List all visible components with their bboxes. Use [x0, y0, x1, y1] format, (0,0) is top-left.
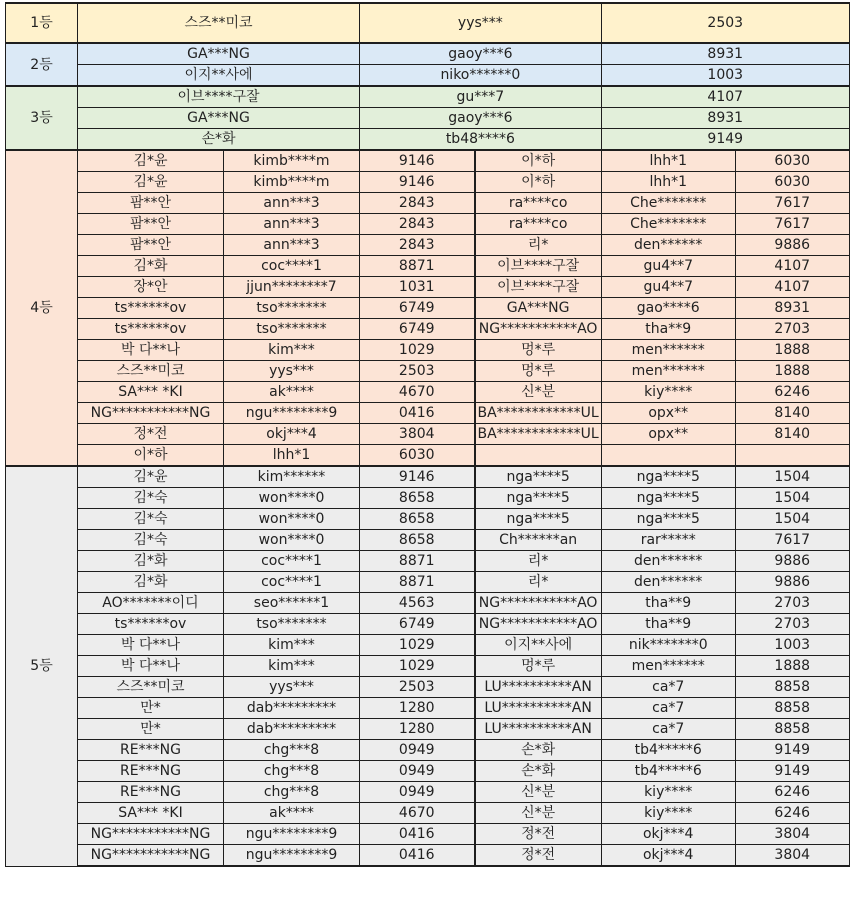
number-cell[interactable]: 9886 — [735, 235, 849, 256]
id-cell[interactable]: gaoy***6 — [360, 108, 602, 129]
rank-label[interactable]: 4등 — [6, 150, 78, 466]
name-cell[interactable]: 김*숙 — [78, 530, 224, 551]
number-cell[interactable]: 8658 — [360, 488, 475, 509]
id-cell[interactable]: men****** — [601, 656, 735, 677]
number-cell[interactable]: 0416 — [360, 403, 475, 424]
id-cell[interactable]: den****** — [601, 235, 735, 256]
id-cell[interactable]: gu4**7 — [601, 256, 735, 277]
number-cell[interactable]: 8871 — [360, 551, 475, 572]
rank5-row — [6, 466, 850, 488]
number-cell[interactable]: 2503 — [360, 677, 475, 698]
id-cell[interactable]: nga****5 — [601, 509, 735, 530]
id-cell[interactable]: chg***8 — [224, 782, 360, 803]
name-cell[interactable]: BA************UL — [475, 403, 602, 424]
name-cell[interactable]: 김*윤 — [78, 150, 224, 172]
number-cell[interactable]: 8871 — [360, 256, 475, 277]
id-cell[interactable]: ca*7 — [601, 719, 735, 740]
id-cell[interactable] — [601, 445, 735, 467]
id-cell[interactable]: tb48****6 — [360, 129, 602, 151]
number-cell[interactable]: 6749 — [360, 298, 475, 319]
id-cell[interactable]: tb4*****6 — [601, 740, 735, 761]
rank-label[interactable]: 5등 — [6, 466, 78, 866]
id-cell[interactable]: tb4*****6 — [601, 761, 735, 782]
number-cell[interactable]: 2503 — [601, 3, 849, 43]
number-cell[interactable]: 2703 — [735, 593, 849, 614]
name-cell[interactable]: 이브****구잘 — [475, 277, 602, 298]
id-cell[interactable]: kiy**** — [601, 382, 735, 403]
rank4-row — [6, 298, 850, 319]
number-cell[interactable]: 1888 — [735, 340, 849, 361]
id-cell[interactable]: dab********* — [224, 698, 360, 719]
id-cell[interactable]: lhh*1 — [601, 150, 735, 172]
name-cell[interactable]: 이지**사에 — [475, 635, 602, 656]
number-cell[interactable]: 1029 — [360, 656, 475, 677]
name-cell[interactable]: NG***********NG — [78, 824, 224, 845]
number-cell[interactable]: 2703 — [735, 614, 849, 635]
number-cell[interactable]: 0949 — [360, 761, 475, 782]
id-cell[interactable]: ann***3 — [224, 214, 360, 235]
id-cell[interactable]: kim*** — [224, 635, 360, 656]
rank2-row — [6, 43, 850, 65]
id-cell[interactable]: ngu********9 — [224, 845, 360, 867]
name-cell[interactable]: 리* — [475, 572, 602, 593]
number-cell[interactable]: 3804 — [735, 824, 849, 845]
id-cell[interactable]: chg***8 — [224, 740, 360, 761]
id-cell[interactable]: tha**9 — [601, 614, 735, 635]
winners-table — [5, 2, 850, 867]
rank5-row — [6, 656, 850, 677]
id-cell[interactable]: okj***4 — [601, 824, 735, 845]
name-cell[interactable]: GA***NG — [78, 43, 360, 65]
rank5-row — [6, 824, 850, 845]
number-cell[interactable]: 4107 — [735, 256, 849, 277]
name-cell[interactable]: ts******ov — [78, 614, 224, 635]
id-cell[interactable]: gu***7 — [360, 86, 602, 108]
name-cell[interactable]: GA***NG — [475, 298, 602, 319]
name-cell[interactable]: NG***********AO — [475, 319, 602, 340]
id-cell[interactable]: coc****1 — [224, 572, 360, 593]
rank4-row — [6, 403, 850, 424]
id-cell[interactable]: ngu********9 — [224, 403, 360, 424]
id-cell[interactable]: won****0 — [224, 488, 360, 509]
id-cell[interactable]: niko******0 — [360, 65, 602, 87]
rank4-row — [6, 193, 850, 214]
rank5-row — [6, 845, 850, 867]
number-cell[interactable]: 4107 — [735, 277, 849, 298]
number-cell[interactable]: 8931 — [735, 298, 849, 319]
name-cell[interactable]: ra****co — [475, 193, 602, 214]
name-cell[interactable]: 김*화 — [78, 256, 224, 277]
id-cell[interactable]: Che******* — [601, 214, 735, 235]
id-cell[interactable]: won****0 — [224, 530, 360, 551]
rank4-row — [6, 150, 850, 172]
rank4-row — [6, 214, 850, 235]
number-cell[interactable]: 9146 — [360, 172, 475, 193]
name-cell[interactable]: 이*하 — [78, 445, 224, 467]
number-cell[interactable]: 1280 — [360, 698, 475, 719]
name-cell[interactable]: 손*화 — [475, 740, 602, 761]
number-cell[interactable]: 0949 — [360, 740, 475, 761]
name-cell[interactable]: 손*화 — [78, 129, 360, 151]
id-cell[interactable]: won****0 — [224, 509, 360, 530]
rank4-row — [6, 424, 850, 445]
name-cell[interactable]: NG***********AO — [475, 614, 602, 635]
number-cell[interactable]: 1029 — [360, 635, 475, 656]
id-cell[interactable]: tha**9 — [601, 319, 735, 340]
id-cell[interactable]: kim*** — [224, 656, 360, 677]
name-cell[interactable]: 신*분 — [475, 382, 602, 403]
id-cell[interactable]: yys*** — [360, 3, 602, 43]
name-cell[interactable]: nga****5 — [475, 488, 602, 509]
number-cell[interactable]: 1003 — [735, 635, 849, 656]
name-cell[interactable]: RE***NG — [78, 761, 224, 782]
number-cell[interactable]: 1031 — [360, 277, 475, 298]
rank4-row — [6, 256, 850, 277]
number-cell[interactable]: 1029 — [360, 340, 475, 361]
number-cell[interactable]: 9149 — [735, 740, 849, 761]
id-cell[interactable]: ca*7 — [601, 698, 735, 719]
number-cell[interactable]: 1504 — [735, 466, 849, 488]
number-cell[interactable]: 8931 — [601, 43, 849, 65]
id-cell[interactable]: seo******1 — [224, 593, 360, 614]
number-cell[interactable]: 6749 — [360, 614, 475, 635]
id-cell[interactable]: Che******* — [601, 193, 735, 214]
name-cell[interactable]: 스즈**미코 — [78, 677, 224, 698]
rank2-row — [6, 65, 850, 87]
name-cell[interactable]: AO*******이디 — [78, 593, 224, 614]
id-cell[interactable]: kimb****m — [224, 172, 360, 193]
name-cell[interactable]: 김*화 — [78, 572, 224, 593]
number-cell[interactable]: 8858 — [735, 698, 849, 719]
id-cell[interactable]: nik*******0 — [601, 635, 735, 656]
rank3-row — [6, 129, 850, 151]
id-cell[interactable]: lhh*1 — [224, 445, 360, 467]
id-cell[interactable]: den****** — [601, 572, 735, 593]
id-cell[interactable]: yys*** — [224, 677, 360, 698]
number-cell[interactable]: 1280 — [360, 719, 475, 740]
name-cell[interactable]: 김*숙 — [78, 509, 224, 530]
id-cell[interactable]: kiy**** — [601, 782, 735, 803]
number-cell[interactable]: 9149 — [735, 761, 849, 782]
id-cell[interactable]: kim****** — [224, 466, 360, 488]
number-cell[interactable]: 9886 — [735, 572, 849, 593]
id-cell[interactable]: gaoy***6 — [360, 43, 602, 65]
id-cell[interactable]: nga****5 — [601, 466, 735, 488]
id-cell[interactable]: lhh*1 — [601, 172, 735, 193]
rank5-row — [6, 509, 850, 530]
id-cell[interactable]: ann***3 — [224, 235, 360, 256]
number-cell[interactable]: 6246 — [735, 382, 849, 403]
rank4-row — [6, 277, 850, 298]
name-cell[interactable]: 멍*루 — [475, 361, 602, 382]
id-cell[interactable]: coc****1 — [224, 256, 360, 277]
name-cell[interactable]: 이브****구잘 — [475, 256, 602, 277]
rank4-row — [6, 382, 850, 403]
id-cell[interactable]: dab********* — [224, 719, 360, 740]
name-cell[interactable]: 팜**안 — [78, 235, 224, 256]
rank-label[interactable]: 3등 — [6, 86, 78, 150]
id-cell[interactable]: gao****6 — [601, 298, 735, 319]
number-cell[interactable]: 8658 — [360, 530, 475, 551]
number-cell[interactable]: 9146 — [360, 466, 475, 488]
id-cell[interactable]: kimb****m — [224, 150, 360, 172]
name-cell[interactable]: GA***NG — [78, 108, 360, 129]
number-cell[interactable]: 6030 — [735, 150, 849, 172]
id-cell[interactable]: den****** — [601, 551, 735, 572]
name-cell[interactable]: 리* — [475, 551, 602, 572]
number-cell[interactable]: 0416 — [360, 824, 475, 845]
name-cell[interactable]: nga****5 — [475, 466, 602, 488]
name-cell[interactable]: 장*안 — [78, 277, 224, 298]
id-cell[interactable]: ngu********9 — [224, 824, 360, 845]
name-cell[interactable]: 스즈**미코 — [78, 3, 360, 43]
id-cell[interactable]: okj***4 — [601, 845, 735, 867]
number-cell[interactable]: 8858 — [735, 719, 849, 740]
name-cell[interactable]: 이브****구잘 — [78, 86, 360, 108]
number-cell[interactable]: 2843 — [360, 214, 475, 235]
id-cell[interactable]: ak**** — [224, 803, 360, 824]
rank5-row — [6, 635, 850, 656]
name-cell[interactable]: 정*전 — [475, 845, 602, 867]
name-cell[interactable]: 김*윤 — [78, 466, 224, 488]
name-cell[interactable]: 멍*루 — [475, 340, 602, 361]
id-cell[interactable]: kim*** — [224, 340, 360, 361]
name-cell[interactable]: 이*하 — [475, 150, 602, 172]
number-cell[interactable]: 6246 — [735, 803, 849, 824]
id-cell[interactable]: tso******* — [224, 298, 360, 319]
id-cell[interactable]: kiy**** — [601, 803, 735, 824]
rank4-row — [6, 319, 850, 340]
number-cell[interactable]: 8140 — [735, 403, 849, 424]
number-cell[interactable]: 6030 — [735, 172, 849, 193]
number-cell[interactable]: 8140 — [735, 424, 849, 445]
rank5-row — [6, 719, 850, 740]
name-cell[interactable]: 만* — [78, 719, 224, 740]
number-cell[interactable]: 4670 — [360, 382, 475, 403]
id-cell[interactable]: opx** — [601, 403, 735, 424]
number-cell[interactable]: 9886 — [735, 551, 849, 572]
number-cell[interactable]: 1504 — [735, 509, 849, 530]
number-cell[interactable]: 3804 — [735, 845, 849, 867]
number-cell[interactable]: 9149 — [601, 129, 849, 151]
id-cell[interactable]: tso******* — [224, 614, 360, 635]
number-cell[interactable]: 7617 — [735, 214, 849, 235]
name-cell[interactable]: 김*화 — [78, 551, 224, 572]
number-cell[interactable]: 2843 — [360, 193, 475, 214]
name-cell[interactable]: SA*** *KI — [78, 803, 224, 824]
number-cell[interactable]: 4670 — [360, 803, 475, 824]
name-cell[interactable]: 정*전 — [78, 424, 224, 445]
name-cell[interactable]: 김*숙 — [78, 488, 224, 509]
name-cell[interactable]: LU**********AN — [475, 698, 602, 719]
rank1-row — [6, 3, 850, 43]
name-cell[interactable]: Ch******an — [475, 530, 602, 551]
name-cell[interactable]: NG***********NG — [78, 403, 224, 424]
rank5-row — [6, 740, 850, 761]
id-cell[interactable]: opx** — [601, 424, 735, 445]
id-cell[interactable]: men****** — [601, 361, 735, 382]
id-cell[interactable]: ca*7 — [601, 677, 735, 698]
name-cell[interactable]: 신*분 — [475, 782, 602, 803]
number-cell[interactable]: 9146 — [360, 150, 475, 172]
id-cell[interactable]: men****** — [601, 340, 735, 361]
rank4-row — [6, 172, 850, 193]
name-cell[interactable] — [475, 445, 602, 467]
number-cell[interactable]: 6749 — [360, 319, 475, 340]
rank5-row — [6, 488, 850, 509]
rank5-row — [6, 572, 850, 593]
id-cell[interactable]: chg***8 — [224, 761, 360, 782]
name-cell[interactable]: 박 다**나 — [78, 656, 224, 677]
number-cell[interactable]: 4563 — [360, 593, 475, 614]
name-cell[interactable]: ts******ov — [78, 298, 224, 319]
rank5-row — [6, 614, 850, 635]
number-cell[interactable]: 1888 — [735, 361, 849, 382]
id-cell[interactable]: ann***3 — [224, 193, 360, 214]
id-cell[interactable]: gu4**7 — [601, 277, 735, 298]
number-cell[interactable]: 7617 — [735, 530, 849, 551]
name-cell[interactable]: BA************UL — [475, 424, 602, 445]
number-cell[interactable]: 2703 — [735, 319, 849, 340]
name-cell[interactable]: SA*** *KI — [78, 382, 224, 403]
id-cell[interactable]: tha**9 — [601, 593, 735, 614]
name-cell[interactable]: RE***NG — [78, 782, 224, 803]
number-cell[interactable]: 8931 — [601, 108, 849, 129]
id-cell[interactable]: yys*** — [224, 361, 360, 382]
id-cell[interactable]: nga****5 — [601, 488, 735, 509]
number-cell[interactable] — [735, 445, 849, 467]
rank-label[interactable]: 2등 — [6, 43, 78, 86]
number-cell[interactable]: 1003 — [601, 65, 849, 87]
name-cell[interactable]: 팜**안 — [78, 193, 224, 214]
number-cell[interactable]: 1504 — [735, 488, 849, 509]
number-cell[interactable]: 8871 — [360, 572, 475, 593]
number-cell[interactable]: 6030 — [360, 445, 475, 467]
name-cell[interactable]: RE***NG — [78, 740, 224, 761]
id-cell[interactable]: coc****1 — [224, 551, 360, 572]
name-cell[interactable]: 멍*루 — [475, 656, 602, 677]
rank5-row — [6, 530, 850, 551]
rank4-row — [6, 361, 850, 382]
number-cell[interactable]: 7617 — [735, 193, 849, 214]
rank-label[interactable]: 1등 — [6, 3, 78, 43]
rank5-row — [6, 698, 850, 719]
rank4-row — [6, 340, 850, 361]
name-cell[interactable]: 이지**사에 — [78, 65, 360, 87]
number-cell[interactable]: 4107 — [601, 86, 849, 108]
name-cell[interactable]: ra****co — [475, 214, 602, 235]
name-cell[interactable]: nga****5 — [475, 509, 602, 530]
rank4-row — [6, 235, 850, 256]
number-cell[interactable]: 2503 — [360, 361, 475, 382]
id-cell[interactable]: ak**** — [224, 382, 360, 403]
name-cell[interactable]: 만* — [78, 698, 224, 719]
name-cell[interactable]: 리* — [475, 235, 602, 256]
rank5-row — [6, 593, 850, 614]
name-cell[interactable]: 스즈**미코 — [78, 361, 224, 382]
id-cell[interactable]: tso******* — [224, 319, 360, 340]
name-cell[interactable]: 이*하 — [475, 172, 602, 193]
name-cell[interactable]: 김*윤 — [78, 172, 224, 193]
number-cell[interactable]: 1888 — [735, 656, 849, 677]
rank5-row — [6, 677, 850, 698]
name-cell[interactable]: NG***********AO — [475, 593, 602, 614]
name-cell[interactable]: 신*분 — [475, 803, 602, 824]
number-cell[interactable]: 0416 — [360, 845, 475, 867]
name-cell[interactable]: ts******ov — [78, 319, 224, 340]
name-cell[interactable]: 박 다**나 — [78, 340, 224, 361]
name-cell[interactable]: LU**********AN — [475, 677, 602, 698]
rank5-row — [6, 782, 850, 803]
rank3-row — [6, 86, 850, 108]
number-cell[interactable]: 0949 — [360, 782, 475, 803]
name-cell[interactable]: NG***********NG — [78, 845, 224, 867]
number-cell[interactable]: 8658 — [360, 509, 475, 530]
name-cell[interactable]: 정*전 — [475, 824, 602, 845]
number-cell[interactable]: 3804 — [360, 424, 475, 445]
name-cell[interactable]: LU**********AN — [475, 719, 602, 740]
id-cell[interactable]: rar***** — [601, 530, 735, 551]
name-cell[interactable]: 박 다**나 — [78, 635, 224, 656]
id-cell[interactable]: jjun********7 — [224, 277, 360, 298]
number-cell[interactable]: 2843 — [360, 235, 475, 256]
rank4-row — [6, 445, 850, 467]
rank5-row — [6, 551, 850, 572]
rank5-row — [6, 761, 850, 782]
name-cell[interactable]: 팜**안 — [78, 214, 224, 235]
number-cell[interactable]: 8858 — [735, 677, 849, 698]
id-cell[interactable]: okj***4 — [224, 424, 360, 445]
rank3-row — [6, 108, 850, 129]
rank5-row — [6, 803, 850, 824]
name-cell[interactable]: 손*화 — [475, 761, 602, 782]
number-cell[interactable]: 6246 — [735, 782, 849, 803]
